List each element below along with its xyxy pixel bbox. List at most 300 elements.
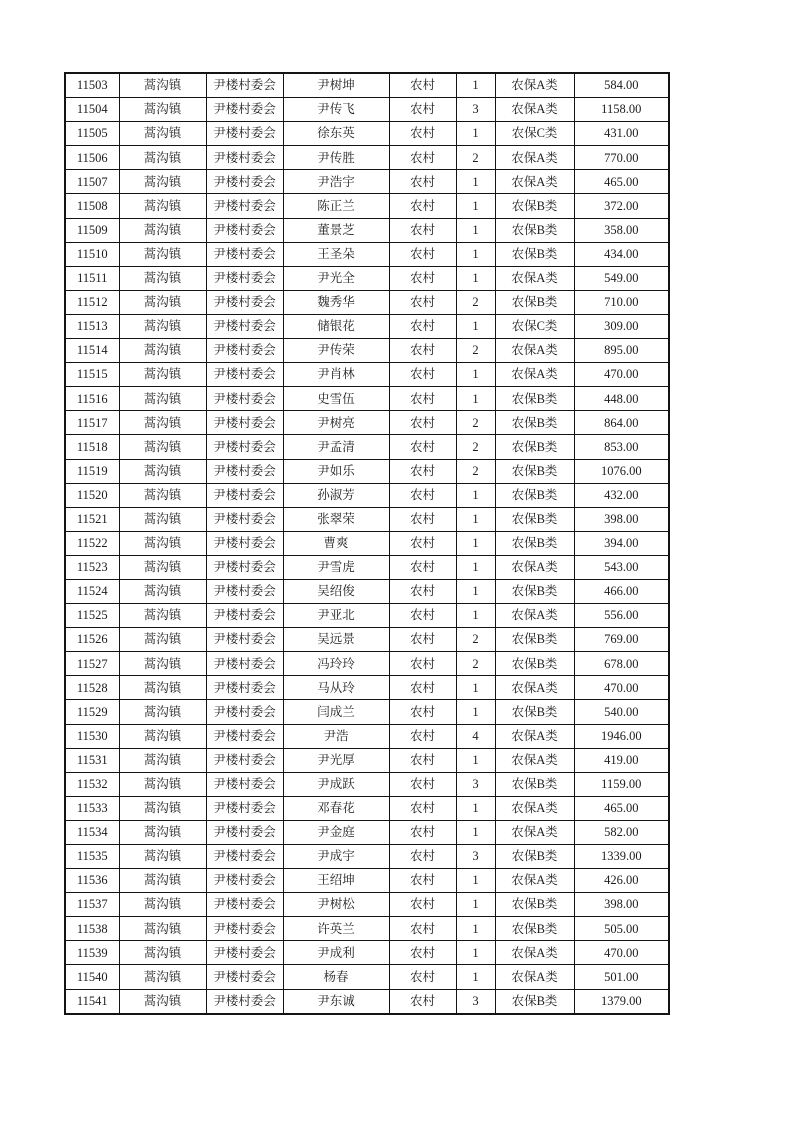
cell-insurance-class: 农保B类 — [495, 700, 574, 724]
cell-village-committee: 尹楼村委会 — [206, 339, 283, 363]
cell-serial-no: 11518 — [65, 435, 119, 459]
cell-village-committee: 尹楼村委会 — [206, 290, 283, 314]
cell-person-count: 1 — [456, 869, 495, 893]
cell-village-committee: 尹楼村委会 — [206, 170, 283, 194]
cell-person-name: 吴绍俊 — [283, 579, 389, 603]
cell-household-category: 农村 — [389, 363, 456, 387]
cell-person-count: 1 — [456, 820, 495, 844]
cell-person-count: 1 — [456, 122, 495, 146]
cell-serial-no: 11533 — [65, 796, 119, 820]
cell-town: 蒿沟镇 — [119, 917, 206, 941]
cell-household-category: 农村 — [389, 122, 456, 146]
cell-household-category: 农村 — [389, 700, 456, 724]
cell-town: 蒿沟镇 — [119, 387, 206, 411]
cell-person-count: 2 — [456, 411, 495, 435]
cell-serial-no: 11526 — [65, 628, 119, 652]
table-row — [65, 266, 669, 290]
table-row — [65, 941, 669, 965]
cell-person-name: 杨春 — [283, 965, 389, 989]
cell-amount: 465.00 — [574, 796, 669, 820]
cell-village-committee: 尹楼村委会 — [206, 965, 283, 989]
cell-serial-no: 11511 — [65, 266, 119, 290]
cell-household-category: 农村 — [389, 652, 456, 676]
table-row — [65, 724, 669, 748]
cell-person-count: 2 — [456, 339, 495, 363]
cell-amount: 1339.00 — [574, 845, 669, 869]
cell-serial-no: 11535 — [65, 845, 119, 869]
cell-person-name: 尹浩 — [283, 724, 389, 748]
cell-insurance-class: 农保B类 — [495, 628, 574, 652]
table-row — [65, 869, 669, 893]
table-row — [65, 122, 669, 146]
cell-serial-no: 11521 — [65, 507, 119, 531]
cell-person-name: 史雪伍 — [283, 387, 389, 411]
cell-insurance-class: 农保B类 — [495, 387, 574, 411]
table-row — [65, 290, 669, 314]
table-row — [65, 579, 669, 603]
cell-village-committee: 尹楼村委会 — [206, 989, 283, 1014]
cell-serial-no: 11529 — [65, 700, 119, 724]
cell-amount: 549.00 — [574, 266, 669, 290]
cell-town: 蒿沟镇 — [119, 989, 206, 1014]
cell-amount: 1158.00 — [574, 98, 669, 122]
cell-town: 蒿沟镇 — [119, 146, 206, 170]
table-row — [65, 965, 669, 989]
cell-insurance-class: 农保A类 — [495, 555, 574, 579]
cell-town: 蒿沟镇 — [119, 314, 206, 338]
cell-person-name: 尹雪虎 — [283, 555, 389, 579]
cell-serial-no: 11514 — [65, 339, 119, 363]
cell-household-category: 农村 — [389, 73, 456, 98]
table-row — [65, 98, 669, 122]
cell-serial-no: 11513 — [65, 314, 119, 338]
cell-insurance-class: 农保A类 — [495, 98, 574, 122]
cell-village-committee: 尹楼村委会 — [206, 869, 283, 893]
cell-insurance-class: 农保A类 — [495, 146, 574, 170]
cell-village-committee: 尹楼村委会 — [206, 218, 283, 242]
table-row — [65, 387, 669, 411]
cell-person-count: 1 — [456, 941, 495, 965]
cell-household-category: 农村 — [389, 459, 456, 483]
cell-amount: 1159.00 — [574, 772, 669, 796]
cell-person-count: 1 — [456, 194, 495, 218]
cell-person-count: 1 — [456, 314, 495, 338]
cell-person-name: 徐东英 — [283, 122, 389, 146]
cell-insurance-class: 农保B类 — [495, 483, 574, 507]
cell-village-committee: 尹楼村委会 — [206, 363, 283, 387]
cell-household-category: 农村 — [389, 194, 456, 218]
cell-village-committee: 尹楼村委会 — [206, 146, 283, 170]
cell-insurance-class: 农保B类 — [495, 579, 574, 603]
cell-village-committee: 尹楼村委会 — [206, 387, 283, 411]
cell-serial-no: 11540 — [65, 965, 119, 989]
cell-person-name: 尹传胜 — [283, 146, 389, 170]
cell-town: 蒿沟镇 — [119, 339, 206, 363]
cell-insurance-class: 农保A类 — [495, 869, 574, 893]
cell-serial-no: 11519 — [65, 459, 119, 483]
cell-insurance-class: 农保C类 — [495, 314, 574, 338]
cell-person-name: 尹光全 — [283, 266, 389, 290]
cell-amount: 470.00 — [574, 941, 669, 965]
cell-household-category: 农村 — [389, 796, 456, 820]
cell-person-count: 1 — [456, 917, 495, 941]
table-row — [65, 194, 669, 218]
cell-insurance-class: 农保B类 — [495, 917, 574, 941]
cell-serial-no: 11524 — [65, 579, 119, 603]
cell-person-count: 2 — [456, 459, 495, 483]
cell-person-name: 尹金庭 — [283, 820, 389, 844]
cell-amount: 1946.00 — [574, 724, 669, 748]
cell-amount: 394.00 — [574, 531, 669, 555]
cell-amount: 505.00 — [574, 917, 669, 941]
cell-village-committee: 尹楼村委会 — [206, 73, 283, 98]
cell-person-name: 尹树亮 — [283, 411, 389, 435]
table-row — [65, 555, 669, 579]
cell-town: 蒿沟镇 — [119, 965, 206, 989]
cell-serial-no: 11525 — [65, 604, 119, 628]
cell-insurance-class: 农保B类 — [495, 290, 574, 314]
cell-household-category: 农村 — [389, 845, 456, 869]
cell-amount: 769.00 — [574, 628, 669, 652]
cell-town: 蒿沟镇 — [119, 820, 206, 844]
cell-village-committee: 尹楼村委会 — [206, 700, 283, 724]
cell-serial-no: 11510 — [65, 242, 119, 266]
cell-person-name: 董景芝 — [283, 218, 389, 242]
cell-town: 蒿沟镇 — [119, 507, 206, 531]
cell-insurance-class: 农保A类 — [495, 724, 574, 748]
cell-village-committee: 尹楼村委会 — [206, 483, 283, 507]
table-row — [65, 411, 669, 435]
cell-village-committee: 尹楼村委会 — [206, 604, 283, 628]
cell-household-category: 农村 — [389, 507, 456, 531]
cell-insurance-class: 农保B类 — [495, 507, 574, 531]
cell-town: 蒿沟镇 — [119, 218, 206, 242]
table-row — [65, 146, 669, 170]
cell-serial-no: 11505 — [65, 122, 119, 146]
cell-town: 蒿沟镇 — [119, 700, 206, 724]
cell-household-category: 农村 — [389, 869, 456, 893]
table-row — [65, 772, 669, 796]
cell-town: 蒿沟镇 — [119, 531, 206, 555]
cell-town: 蒿沟镇 — [119, 796, 206, 820]
cell-village-committee: 尹楼村委会 — [206, 531, 283, 555]
cell-serial-no: 11507 — [65, 170, 119, 194]
cell-village-committee: 尹楼村委会 — [206, 555, 283, 579]
cell-serial-no: 11509 — [65, 218, 119, 242]
cell-insurance-class: 农保B类 — [495, 218, 574, 242]
table-row — [65, 917, 669, 941]
cell-village-committee: 尹楼村委会 — [206, 893, 283, 917]
table-row — [65, 483, 669, 507]
cell-person-name: 邓春花 — [283, 796, 389, 820]
cell-amount: 678.00 — [574, 652, 669, 676]
cell-town: 蒿沟镇 — [119, 555, 206, 579]
cell-amount: 448.00 — [574, 387, 669, 411]
table-row — [65, 507, 669, 531]
cell-household-category: 农村 — [389, 411, 456, 435]
cell-village-committee: 尹楼村委会 — [206, 266, 283, 290]
cell-serial-no: 11541 — [65, 989, 119, 1014]
cell-person-count: 4 — [456, 724, 495, 748]
cell-household-category: 农村 — [389, 339, 456, 363]
cell-household-category: 农村 — [389, 483, 456, 507]
table-row — [65, 700, 669, 724]
cell-serial-no: 11517 — [65, 411, 119, 435]
cell-serial-no: 11522 — [65, 531, 119, 555]
cell-village-committee: 尹楼村委会 — [206, 628, 283, 652]
cell-amount: 540.00 — [574, 700, 669, 724]
cell-insurance-class: 农保A类 — [495, 363, 574, 387]
cell-amount: 582.00 — [574, 820, 669, 844]
cell-person-name: 尹亚北 — [283, 604, 389, 628]
cell-amount: 864.00 — [574, 411, 669, 435]
cell-serial-no: 11503 — [65, 73, 119, 98]
cell-amount: 584.00 — [574, 73, 669, 98]
table-row — [65, 218, 669, 242]
cell-insurance-class: 农保A类 — [495, 748, 574, 772]
cell-serial-no: 11516 — [65, 387, 119, 411]
table-row — [65, 242, 669, 266]
cell-person-name: 尹浩宇 — [283, 170, 389, 194]
cell-village-committee: 尹楼村委会 — [206, 796, 283, 820]
cell-person-count: 3 — [456, 98, 495, 122]
cell-household-category: 农村 — [389, 218, 456, 242]
cell-amount: 426.00 — [574, 869, 669, 893]
table-row — [65, 893, 669, 917]
cell-person-count: 1 — [456, 73, 495, 98]
cell-town: 蒿沟镇 — [119, 893, 206, 917]
cell-person-count: 1 — [456, 555, 495, 579]
cell-person-name: 尹传荣 — [283, 339, 389, 363]
cell-serial-no: 11530 — [65, 724, 119, 748]
cell-person-count: 1 — [456, 531, 495, 555]
table-row — [65, 676, 669, 700]
cell-person-name: 陈正兰 — [283, 194, 389, 218]
cell-person-count: 2 — [456, 652, 495, 676]
cell-person-name: 尹如乐 — [283, 459, 389, 483]
cell-person-name: 尹成宇 — [283, 845, 389, 869]
cell-household-category: 农村 — [389, 314, 456, 338]
cell-person-count: 1 — [456, 965, 495, 989]
cell-household-category: 农村 — [389, 146, 456, 170]
cell-village-committee: 尹楼村委会 — [206, 194, 283, 218]
cell-amount: 465.00 — [574, 170, 669, 194]
cell-amount: 358.00 — [574, 218, 669, 242]
cell-amount: 556.00 — [574, 604, 669, 628]
cell-person-name: 尹东诚 — [283, 989, 389, 1014]
cell-amount: 432.00 — [574, 483, 669, 507]
cell-town: 蒿沟镇 — [119, 845, 206, 869]
cell-amount: 501.00 — [574, 965, 669, 989]
cell-town: 蒿沟镇 — [119, 122, 206, 146]
cell-person-count: 2 — [456, 146, 495, 170]
cell-household-category: 农村 — [389, 435, 456, 459]
cell-person-name: 吴远景 — [283, 628, 389, 652]
cell-household-category: 农村 — [389, 724, 456, 748]
cell-amount: 470.00 — [574, 676, 669, 700]
cell-amount: 770.00 — [574, 146, 669, 170]
cell-person-count: 2 — [456, 628, 495, 652]
cell-person-name: 魏秀华 — [283, 290, 389, 314]
cell-insurance-class: 农保B类 — [495, 435, 574, 459]
cell-village-committee: 尹楼村委会 — [206, 917, 283, 941]
cell-person-name: 尹成利 — [283, 941, 389, 965]
cell-household-category: 农村 — [389, 387, 456, 411]
cell-serial-no: 11538 — [65, 917, 119, 941]
cell-amount: 853.00 — [574, 435, 669, 459]
cell-person-name: 尹孟清 — [283, 435, 389, 459]
cell-amount: 895.00 — [574, 339, 669, 363]
cell-town: 蒿沟镇 — [119, 98, 206, 122]
cell-household-category: 农村 — [389, 820, 456, 844]
table-row — [65, 531, 669, 555]
cell-amount: 1076.00 — [574, 459, 669, 483]
cell-serial-no: 11527 — [65, 652, 119, 676]
cell-insurance-class: 农保A类 — [495, 965, 574, 989]
cell-village-committee: 尹楼村委会 — [206, 579, 283, 603]
cell-town: 蒿沟镇 — [119, 266, 206, 290]
cell-amount: 419.00 — [574, 748, 669, 772]
cell-serial-no: 11539 — [65, 941, 119, 965]
cell-town: 蒿沟镇 — [119, 579, 206, 603]
cell-person-count: 1 — [456, 507, 495, 531]
cell-person-name: 尹肖林 — [283, 363, 389, 387]
cell-village-committee: 尹楼村委会 — [206, 820, 283, 844]
cell-amount: 1379.00 — [574, 989, 669, 1014]
cell-person-name: 储银花 — [283, 314, 389, 338]
cell-person-count: 1 — [456, 748, 495, 772]
cell-person-name: 尹树坤 — [283, 73, 389, 98]
cell-person-name: 张翠荣 — [283, 507, 389, 531]
cell-insurance-class: 农保B类 — [495, 411, 574, 435]
cell-amount: 710.00 — [574, 290, 669, 314]
cell-serial-no: 11520 — [65, 483, 119, 507]
cell-town: 蒿沟镇 — [119, 411, 206, 435]
cell-person-name: 许英兰 — [283, 917, 389, 941]
cell-town: 蒿沟镇 — [119, 604, 206, 628]
cell-amount: 470.00 — [574, 363, 669, 387]
cell-town: 蒿沟镇 — [119, 869, 206, 893]
cell-serial-no: 11528 — [65, 676, 119, 700]
cell-insurance-class: 农保A类 — [495, 796, 574, 820]
cell-town: 蒿沟镇 — [119, 290, 206, 314]
cell-person-name: 冯玲玲 — [283, 652, 389, 676]
cell-person-count: 1 — [456, 796, 495, 820]
table-row — [65, 604, 669, 628]
cell-insurance-class: 农保B类 — [495, 242, 574, 266]
cell-town: 蒿沟镇 — [119, 194, 206, 218]
cell-insurance-class: 农保B类 — [495, 845, 574, 869]
cell-insurance-class: 农保A类 — [495, 820, 574, 844]
table-row — [65, 652, 669, 676]
cell-household-category: 农村 — [389, 98, 456, 122]
cell-village-committee: 尹楼村委会 — [206, 748, 283, 772]
cell-household-category: 农村 — [389, 893, 456, 917]
cell-person-count: 1 — [456, 242, 495, 266]
cell-village-committee: 尹楼村委会 — [206, 314, 283, 338]
table-row — [65, 459, 669, 483]
cell-household-category: 农村 — [389, 242, 456, 266]
table-row — [65, 73, 669, 98]
cell-village-committee: 尹楼村委会 — [206, 459, 283, 483]
cell-village-committee: 尹楼村委会 — [206, 676, 283, 700]
cell-insurance-class: 农保C类 — [495, 122, 574, 146]
cell-person-count: 3 — [456, 772, 495, 796]
cell-serial-no: 11536 — [65, 869, 119, 893]
cell-town: 蒿沟镇 — [119, 676, 206, 700]
cell-household-category: 农村 — [389, 170, 456, 194]
cell-person-count: 1 — [456, 579, 495, 603]
cell-serial-no: 11531 — [65, 748, 119, 772]
cell-serial-no: 11504 — [65, 98, 119, 122]
table-row — [65, 363, 669, 387]
cell-insurance-class: 农保A类 — [495, 266, 574, 290]
cell-serial-no: 11506 — [65, 146, 119, 170]
cell-amount: 372.00 — [574, 194, 669, 218]
cell-person-name: 王圣朵 — [283, 242, 389, 266]
cell-household-category: 农村 — [389, 917, 456, 941]
cell-person-name: 马从玲 — [283, 676, 389, 700]
table-row — [65, 748, 669, 772]
cell-person-name: 王绍坤 — [283, 869, 389, 893]
cell-person-count: 3 — [456, 989, 495, 1014]
cell-village-committee: 尹楼村委会 — [206, 652, 283, 676]
cell-insurance-class: 农保B类 — [495, 893, 574, 917]
table-row — [65, 170, 669, 194]
cell-insurance-class: 农保A类 — [495, 604, 574, 628]
cell-serial-no: 11515 — [65, 363, 119, 387]
cell-serial-no: 11508 — [65, 194, 119, 218]
cell-town: 蒿沟镇 — [119, 170, 206, 194]
cell-insurance-class: 农保B类 — [495, 194, 574, 218]
cell-village-committee: 尹楼村委会 — [206, 411, 283, 435]
cell-person-count: 1 — [456, 483, 495, 507]
cell-serial-no: 11512 — [65, 290, 119, 314]
cell-insurance-class: 农保B类 — [495, 989, 574, 1014]
cell-household-category: 农村 — [389, 628, 456, 652]
table-row — [65, 989, 669, 1014]
cell-town: 蒿沟镇 — [119, 242, 206, 266]
cell-town: 蒿沟镇 — [119, 652, 206, 676]
cell-person-count: 1 — [456, 266, 495, 290]
cell-person-name: 孙淑芳 — [283, 483, 389, 507]
cell-amount: 543.00 — [574, 555, 669, 579]
cell-insurance-class: 农保A类 — [495, 941, 574, 965]
cell-person-name: 闫成兰 — [283, 700, 389, 724]
cell-village-committee: 尹楼村委会 — [206, 242, 283, 266]
cell-household-category: 农村 — [389, 266, 456, 290]
cell-village-committee: 尹楼村委会 — [206, 435, 283, 459]
cell-serial-no: 11523 — [65, 555, 119, 579]
cell-person-count: 1 — [456, 387, 495, 411]
cell-village-committee: 尹楼村委会 — [206, 941, 283, 965]
cell-village-committee: 尹楼村委会 — [206, 122, 283, 146]
table-row — [65, 796, 669, 820]
cell-person-name: 尹传飞 — [283, 98, 389, 122]
table-row — [65, 339, 669, 363]
cell-town: 蒿沟镇 — [119, 724, 206, 748]
cell-household-category: 农村 — [389, 676, 456, 700]
table-row — [65, 435, 669, 459]
cell-insurance-class: 农保A类 — [495, 73, 574, 98]
cell-amount: 309.00 — [574, 314, 669, 338]
cell-amount: 434.00 — [574, 242, 669, 266]
cell-town: 蒿沟镇 — [119, 435, 206, 459]
cell-serial-no: 11534 — [65, 820, 119, 844]
cell-person-count: 2 — [456, 435, 495, 459]
table-row — [65, 628, 669, 652]
table-row — [65, 845, 669, 869]
